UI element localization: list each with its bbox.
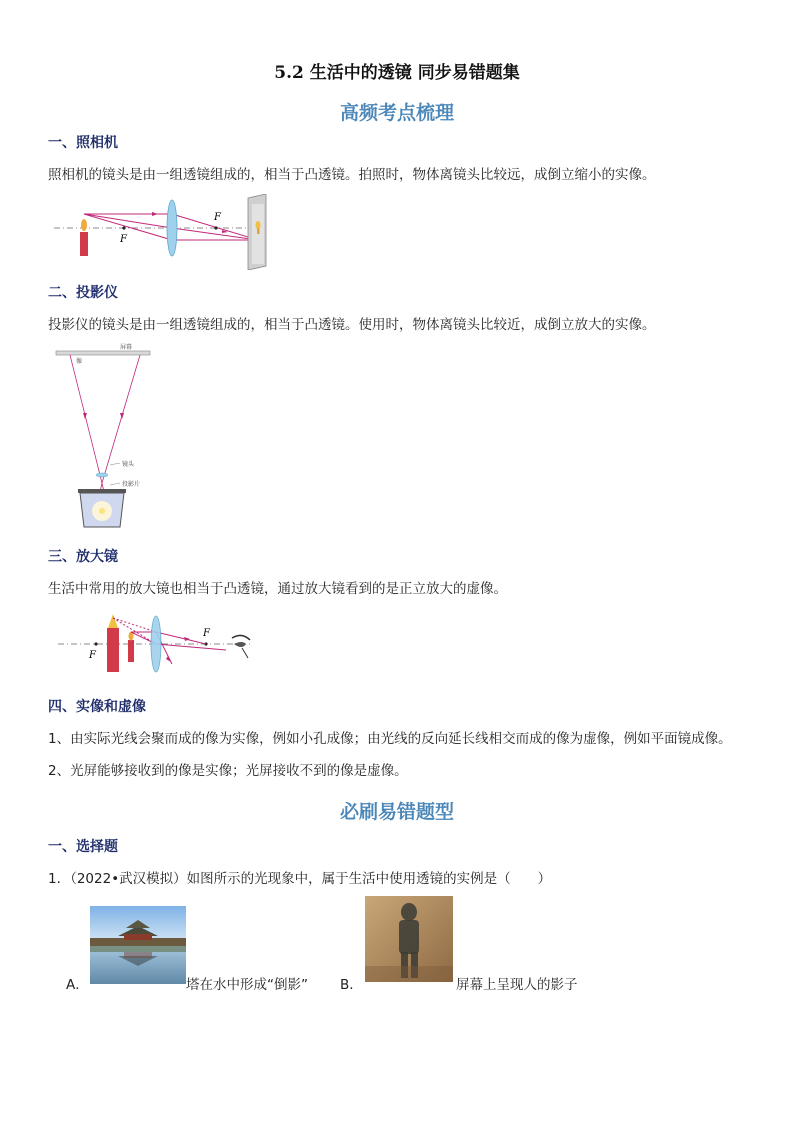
- projector-slide-label: 投影片: [122, 481, 141, 488]
- section-line-real-virtual-1: 1、由实际光线会聚而成的像为实像，例如小孔成像；由光线的反向延长线相交而成的像为虚像，例如平面镜成像。: [48, 731, 732, 747]
- section-heading-magnifier: 三、放大镜: [48, 549, 118, 565]
- exercise-band-title: 必刷易错题型: [339, 801, 454, 823]
- projector-lens-label: 镜头: [122, 461, 135, 468]
- camera-diagram: [52, 194, 282, 270]
- option-b-photo-shadow-on-screen: [365, 896, 453, 982]
- magnifier-focus-label-left: F: [89, 650, 96, 661]
- projector-diagram: [50, 343, 160, 529]
- section-band-title: 高频考点梳理: [339, 102, 454, 124]
- section-heading-projector: 二、投影仪: [48, 285, 118, 301]
- option-a-text: 塔在水中形成“倒影”: [186, 977, 308, 993]
- document-title: 5.2 生活中的透镜 同步易错题集: [274, 63, 520, 83]
- projector-image-label: 像: [76, 358, 83, 365]
- camera-focus-label-right: F: [214, 212, 221, 223]
- option-a-letter[interactable]: A．: [66, 977, 89, 993]
- option-b-text: 屏幕上呈现人的影子: [456, 977, 578, 993]
- option-a-photo-tower-reflection: [90, 906, 186, 984]
- section-heading-real-virtual: 四、实像和虚像: [48, 699, 146, 715]
- option-b-letter[interactable]: B．: [340, 977, 363, 993]
- projector-screen-label: 屏幕: [120, 344, 133, 351]
- section-text-projector: 投影仪的镜头是由一组透镜组成的，相当于凸透镜。使用时，物体离镜头比较近，成倒立放大的实像。: [48, 317, 656, 333]
- section-heading-camera: 一、照相机: [48, 135, 118, 151]
- section-text-camera: 照相机的镜头是由一组透镜组成的，相当于凸透镜。拍照时，物体离镜头比较远，成倒立缩小的实像。: [48, 167, 656, 183]
- exercise-section-heading: 一、选择题: [48, 839, 118, 855]
- question-1-text: 1．（2022•武汉模拟）如图所示的光现象中，属于生活中使用透镜的实例是（ ）: [48, 871, 552, 887]
- section-text-magnifier: 生活中常用的放大镜也相当于凸透镜，通过放大镜看到的是正立放大的虚像。: [48, 581, 507, 597]
- magnifier-focus-label-right: F: [203, 628, 210, 639]
- section-line-real-virtual-2: 2、光屏能够接收到的像是实像；光屏接收不到的像是虚像。: [48, 763, 408, 779]
- camera-focus-label-left: F: [120, 234, 127, 245]
- magnifier-diagram: [56, 610, 256, 674]
